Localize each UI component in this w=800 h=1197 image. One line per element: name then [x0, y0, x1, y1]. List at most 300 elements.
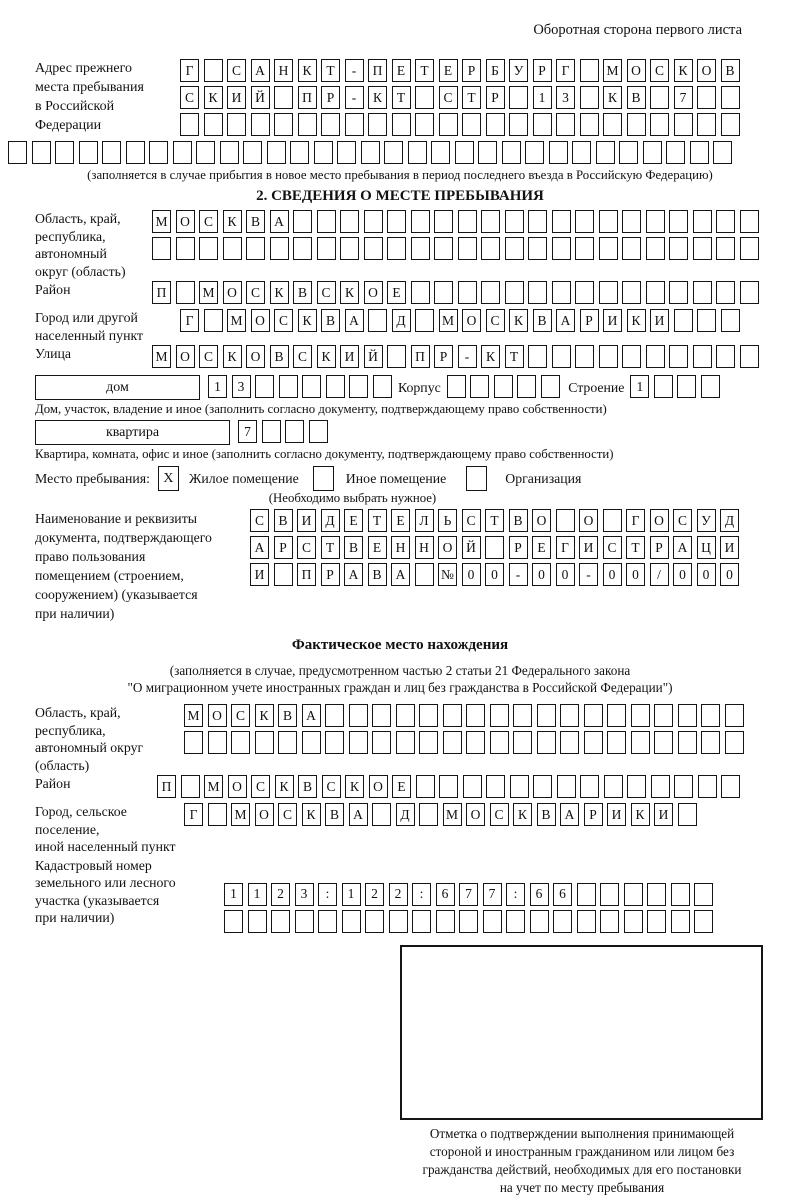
char-box[interactable] [248, 910, 267, 933]
char-box[interactable]: 1 [533, 86, 552, 109]
char-box[interactable] [483, 910, 502, 933]
char-box[interactable]: Г [180, 309, 199, 332]
char-box[interactable] [458, 210, 477, 233]
char-box[interactable]: Т [485, 509, 504, 532]
char-box[interactable] [439, 775, 458, 798]
char-box[interactable]: К [674, 59, 693, 82]
char-box[interactable] [646, 281, 665, 304]
char-box[interactable]: М [152, 345, 171, 368]
char-box[interactable] [701, 375, 720, 398]
char-box[interactable] [481, 237, 500, 260]
char-box[interactable]: К [223, 210, 242, 233]
char-box[interactable] [627, 113, 646, 136]
char-box[interactable] [584, 731, 603, 754]
char-box[interactable]: Е [392, 775, 411, 798]
char-box[interactable] [243, 141, 262, 164]
char-box[interactable] [462, 113, 481, 136]
char-box[interactable] [557, 775, 576, 798]
char-box[interactable]: 0 [603, 563, 622, 586]
char-box[interactable] [251, 113, 270, 136]
char-box[interactable] [262, 420, 281, 443]
char-box[interactable] [415, 113, 434, 136]
char-box[interactable]: Е [344, 509, 363, 532]
char-box[interactable] [443, 704, 462, 727]
char-box[interactable] [317, 237, 336, 260]
char-box[interactable]: Б [486, 59, 505, 82]
char-box[interactable]: О [251, 309, 270, 332]
char-box[interactable] [517, 375, 536, 398]
char-box[interactable]: Н [415, 536, 434, 559]
char-box[interactable] [373, 375, 392, 398]
char-box[interactable] [716, 237, 735, 260]
char-box[interactable]: К [275, 775, 294, 798]
char-box[interactable]: Т [321, 536, 340, 559]
char-box[interactable] [466, 731, 485, 754]
char-box[interactable] [740, 281, 759, 304]
char-box[interactable] [553, 910, 572, 933]
char-box[interactable] [255, 375, 274, 398]
char-box[interactable] [513, 704, 532, 727]
char-box[interactable]: О [176, 210, 195, 233]
char-box[interactable] [725, 731, 744, 754]
char-box[interactable] [364, 237, 383, 260]
char-box[interactable]: А [270, 210, 289, 233]
char-box[interactable] [490, 731, 509, 754]
char-box[interactable] [309, 420, 328, 443]
char-box[interactable]: М [443, 803, 462, 826]
char-box[interactable]: / [650, 563, 669, 586]
char-box[interactable]: В [270, 345, 289, 368]
char-box[interactable] [513, 731, 532, 754]
char-box[interactable] [552, 210, 571, 233]
char-box[interactable] [622, 210, 641, 233]
char-box[interactable]: 7 [459, 883, 478, 906]
char-box[interactable] [510, 775, 529, 798]
char-box[interactable]: К [627, 309, 646, 332]
char-box[interactable] [176, 281, 195, 304]
char-box[interactable]: С [199, 210, 218, 233]
char-box[interactable]: А [556, 309, 575, 332]
char-box[interactable] [669, 345, 688, 368]
char-box[interactable] [278, 731, 297, 754]
char-box[interactable] [580, 86, 599, 109]
char-box[interactable]: С [293, 345, 312, 368]
char-box[interactable]: М [227, 309, 246, 332]
char-box[interactable]: 7 [238, 420, 257, 443]
char-box[interactable] [470, 375, 489, 398]
char-box[interactable]: Д [392, 309, 411, 332]
char-box[interactable] [365, 910, 384, 933]
char-box[interactable]: С [231, 704, 250, 727]
char-box[interactable]: № [438, 563, 457, 586]
char-box[interactable] [270, 237, 289, 260]
char-box[interactable] [458, 281, 477, 304]
char-box[interactable] [55, 141, 74, 164]
char-box[interactable]: В [368, 563, 387, 586]
char-box[interactable] [321, 113, 340, 136]
char-box[interactable]: Р [580, 309, 599, 332]
char-box[interactable]: - [345, 86, 364, 109]
char-box[interactable] [199, 237, 218, 260]
char-box[interactable] [412, 910, 431, 933]
char-box[interactable]: О [466, 803, 485, 826]
char-box[interactable] [246, 237, 265, 260]
char-box[interactable] [149, 141, 168, 164]
char-box[interactable]: О [650, 509, 669, 532]
char-box[interactable] [387, 210, 406, 233]
char-box[interactable] [431, 141, 450, 164]
char-box[interactable]: - [579, 563, 598, 586]
char-box[interactable] [678, 803, 697, 826]
char-box[interactable] [646, 210, 665, 233]
char-box[interactable]: О [369, 775, 388, 798]
char-box[interactable] [372, 803, 391, 826]
char-box[interactable]: Т [626, 536, 645, 559]
char-box[interactable]: К [481, 345, 500, 368]
char-box[interactable] [220, 141, 239, 164]
char-box[interactable] [693, 210, 712, 233]
char-box[interactable] [396, 731, 415, 754]
char-box[interactable] [325, 704, 344, 727]
char-box[interactable] [434, 281, 453, 304]
char-box[interactable]: О [255, 803, 274, 826]
char-box[interactable]: : [506, 883, 525, 906]
char-box[interactable]: 1 [630, 375, 649, 398]
char-box[interactable] [509, 113, 528, 136]
char-box[interactable]: Т [368, 509, 387, 532]
char-box[interactable]: С [246, 281, 265, 304]
char-box[interactable] [560, 704, 579, 727]
char-box[interactable]: С [278, 803, 297, 826]
char-box[interactable]: - [345, 59, 364, 82]
char-box[interactable]: К [223, 345, 242, 368]
char-box[interactable] [396, 704, 415, 727]
char-box[interactable] [631, 704, 650, 727]
char-box[interactable]: 7 [483, 883, 502, 906]
char-box[interactable]: О [627, 59, 646, 82]
char-box[interactable] [364, 210, 383, 233]
char-box[interactable]: Т [415, 59, 434, 82]
char-box[interactable] [337, 141, 356, 164]
char-box[interactable] [624, 910, 643, 933]
char-box[interactable]: - [458, 345, 477, 368]
char-box[interactable] [255, 731, 274, 754]
char-box[interactable] [580, 775, 599, 798]
char-box[interactable] [325, 731, 344, 754]
char-box[interactable]: А [251, 59, 270, 82]
char-box[interactable] [552, 237, 571, 260]
char-box[interactable] [293, 210, 312, 233]
char-box[interactable] [572, 141, 591, 164]
char-box[interactable] [631, 731, 650, 754]
char-box[interactable] [486, 113, 505, 136]
char-box[interactable] [349, 704, 368, 727]
char-box[interactable]: А [250, 536, 269, 559]
char-box[interactable]: Е [392, 59, 411, 82]
char-box[interactable] [372, 731, 391, 754]
char-box[interactable] [274, 563, 293, 586]
char-box[interactable] [721, 775, 740, 798]
char-box[interactable]: М [184, 704, 203, 727]
char-box[interactable]: Н [274, 59, 293, 82]
char-box[interactable] [285, 420, 304, 443]
char-box[interactable] [274, 86, 293, 109]
char-box[interactable]: Р [533, 59, 552, 82]
char-box[interactable] [505, 210, 524, 233]
char-box[interactable]: К [631, 803, 650, 826]
char-box[interactable] [208, 803, 227, 826]
char-box[interactable] [368, 113, 387, 136]
char-box[interactable]: Л [415, 509, 434, 532]
char-box[interactable]: П [298, 86, 317, 109]
char-box[interactable] [361, 141, 380, 164]
char-box[interactable]: Е [439, 59, 458, 82]
char-box[interactable] [184, 731, 203, 754]
char-box[interactable]: Ц [697, 536, 716, 559]
char-box[interactable]: К [298, 309, 317, 332]
char-box[interactable]: П [157, 775, 176, 798]
char-box[interactable]: И [654, 803, 673, 826]
char-box[interactable]: В [246, 210, 265, 233]
char-box[interactable]: К [603, 86, 622, 109]
char-box[interactable] [485, 536, 504, 559]
char-box[interactable] [580, 59, 599, 82]
char-box[interactable]: Г [184, 803, 203, 826]
char-box[interactable] [666, 141, 685, 164]
char-box[interactable] [552, 345, 571, 368]
char-box[interactable] [604, 775, 623, 798]
char-box[interactable] [181, 775, 200, 798]
char-box[interactable]: П [411, 345, 430, 368]
char-box[interactable]: Т [392, 86, 411, 109]
char-box[interactable] [411, 210, 430, 233]
char-box[interactable]: А [302, 704, 321, 727]
char-box[interactable] [290, 141, 309, 164]
char-box[interactable] [740, 237, 759, 260]
char-box[interactable]: 2 [365, 883, 384, 906]
char-box[interactable]: : [412, 883, 431, 906]
char-box[interactable] [459, 910, 478, 933]
char-box[interactable] [677, 375, 696, 398]
char-box[interactable]: Т [462, 86, 481, 109]
char-box[interactable]: 1 [224, 883, 243, 906]
char-box[interactable]: С [297, 536, 316, 559]
char-box[interactable] [647, 883, 666, 906]
char-box[interactable] [580, 113, 599, 136]
char-box[interactable] [528, 210, 547, 233]
char-box[interactable] [176, 237, 195, 260]
char-box[interactable] [650, 86, 669, 109]
char-box[interactable]: Е [391, 509, 410, 532]
char-box[interactable] [8, 141, 27, 164]
char-box[interactable] [697, 113, 716, 136]
char-box[interactable] [674, 775, 693, 798]
char-box[interactable]: М [204, 775, 223, 798]
char-box[interactable] [434, 237, 453, 260]
char-box[interactable]: И [720, 536, 739, 559]
char-box[interactable] [340, 210, 359, 233]
char-box[interactable] [372, 704, 391, 727]
char-box[interactable]: А [345, 309, 364, 332]
char-box[interactable] [486, 775, 505, 798]
char-box[interactable]: В [627, 86, 646, 109]
char-box[interactable]: С [603, 536, 622, 559]
char-box[interactable]: А [673, 536, 692, 559]
char-box[interactable] [577, 883, 596, 906]
char-box[interactable]: Е [387, 281, 406, 304]
char-box[interactable]: 0 [556, 563, 575, 586]
char-box[interactable] [575, 210, 594, 233]
char-box[interactable] [302, 731, 321, 754]
char-box[interactable] [671, 910, 690, 933]
char-box[interactable]: Р [274, 536, 293, 559]
char-box[interactable]: Р [486, 86, 505, 109]
char-box[interactable] [533, 775, 552, 798]
char-box[interactable] [509, 86, 528, 109]
char-box[interactable]: И [607, 803, 626, 826]
char-box[interactable]: Е [532, 536, 551, 559]
char-box[interactable]: К [270, 281, 289, 304]
char-box[interactable] [271, 910, 290, 933]
char-box[interactable]: И [227, 86, 246, 109]
char-box[interactable] [697, 309, 716, 332]
char-box[interactable]: В [509, 509, 528, 532]
char-box[interactable] [340, 237, 359, 260]
char-box[interactable] [180, 113, 199, 136]
char-box[interactable]: В [721, 59, 740, 82]
char-box[interactable]: В [344, 536, 363, 559]
char-box[interactable]: К [255, 704, 274, 727]
char-box[interactable] [560, 731, 579, 754]
char-box[interactable] [274, 113, 293, 136]
char-box[interactable]: С [227, 59, 246, 82]
char-box[interactable]: 3 [232, 375, 251, 398]
char-box[interactable]: Н [391, 536, 410, 559]
char-box[interactable]: И [340, 345, 359, 368]
char-box[interactable]: С [486, 309, 505, 332]
char-box[interactable]: Р [584, 803, 603, 826]
stay-type-checkbox-organization[interactable] [466, 466, 487, 491]
apartment-type-box[interactable]: квартира [35, 420, 230, 445]
char-box[interactable]: Г [556, 59, 575, 82]
char-box[interactable] [490, 704, 509, 727]
char-box[interactable]: М [231, 803, 250, 826]
char-box[interactable] [231, 731, 250, 754]
char-box[interactable] [342, 910, 361, 933]
char-box[interactable] [575, 237, 594, 260]
char-box[interactable]: О [532, 509, 551, 532]
char-box[interactable] [740, 345, 759, 368]
char-box[interactable] [528, 345, 547, 368]
char-box[interactable] [671, 883, 690, 906]
char-box[interactable] [204, 113, 223, 136]
char-box[interactable] [552, 281, 571, 304]
char-box[interactable] [721, 113, 740, 136]
char-box[interactable] [646, 345, 665, 368]
char-box[interactable] [669, 210, 688, 233]
char-box[interactable]: И [579, 536, 598, 559]
char-box[interactable] [740, 210, 759, 233]
char-box[interactable] [79, 141, 98, 164]
char-box[interactable]: Т [505, 345, 524, 368]
char-box[interactable] [481, 281, 500, 304]
char-box[interactable] [556, 113, 575, 136]
house-type-box[interactable]: дом [35, 375, 200, 400]
char-box[interactable]: А [349, 803, 368, 826]
char-box[interactable] [694, 910, 713, 933]
char-box[interactable] [674, 113, 693, 136]
char-box[interactable]: С [322, 775, 341, 798]
char-box[interactable]: П [152, 281, 171, 304]
char-box[interactable] [599, 281, 618, 304]
char-box[interactable]: В [537, 803, 556, 826]
char-box[interactable] [314, 141, 333, 164]
char-box[interactable] [32, 141, 51, 164]
char-box[interactable] [434, 210, 453, 233]
char-box[interactable]: В [298, 775, 317, 798]
char-box[interactable]: К [345, 775, 364, 798]
char-box[interactable]: 0 [626, 563, 645, 586]
char-box[interactable]: Р [434, 345, 453, 368]
char-box[interactable]: П [368, 59, 387, 82]
char-box[interactable] [387, 237, 406, 260]
char-box[interactable] [463, 775, 482, 798]
char-box[interactable] [603, 113, 622, 136]
char-box[interactable]: Е [368, 536, 387, 559]
char-box[interactable] [349, 375, 368, 398]
char-box[interactable] [694, 883, 713, 906]
char-box[interactable] [224, 910, 243, 933]
stay-type-checkbox-dwelling[interactable]: X [158, 466, 179, 491]
char-box[interactable]: В [293, 281, 312, 304]
char-box[interactable] [302, 375, 321, 398]
char-box[interactable]: К [513, 803, 532, 826]
char-box[interactable]: 3 [295, 883, 314, 906]
char-box[interactable] [436, 910, 455, 933]
char-box[interactable] [622, 237, 641, 260]
char-box[interactable] [713, 141, 732, 164]
char-box[interactable]: М [152, 210, 171, 233]
char-box[interactable] [651, 775, 670, 798]
char-box[interactable]: 0 [720, 563, 739, 586]
char-box[interactable]: Г [180, 59, 199, 82]
char-box[interactable] [622, 345, 641, 368]
char-box[interactable] [443, 731, 462, 754]
char-box[interactable]: О [176, 345, 195, 368]
char-box[interactable] [387, 345, 406, 368]
char-box[interactable]: С [462, 509, 481, 532]
char-box[interactable]: Д [321, 509, 340, 532]
char-box[interactable] [669, 281, 688, 304]
char-box[interactable] [600, 910, 619, 933]
char-box[interactable] [293, 237, 312, 260]
char-box[interactable]: П [297, 563, 316, 586]
char-box[interactable]: О [697, 59, 716, 82]
char-box[interactable]: А [344, 563, 363, 586]
char-box[interactable] [577, 910, 596, 933]
char-box[interactable] [530, 910, 549, 933]
char-box[interactable] [549, 141, 568, 164]
char-box[interactable]: 1 [248, 883, 267, 906]
char-box[interactable] [126, 141, 145, 164]
char-box[interactable] [326, 375, 345, 398]
char-box[interactable]: К [302, 803, 321, 826]
char-box[interactable]: В [325, 803, 344, 826]
char-box[interactable] [279, 375, 298, 398]
char-box[interactable] [419, 803, 438, 826]
char-box[interactable] [502, 141, 521, 164]
char-box[interactable]: И [297, 509, 316, 532]
